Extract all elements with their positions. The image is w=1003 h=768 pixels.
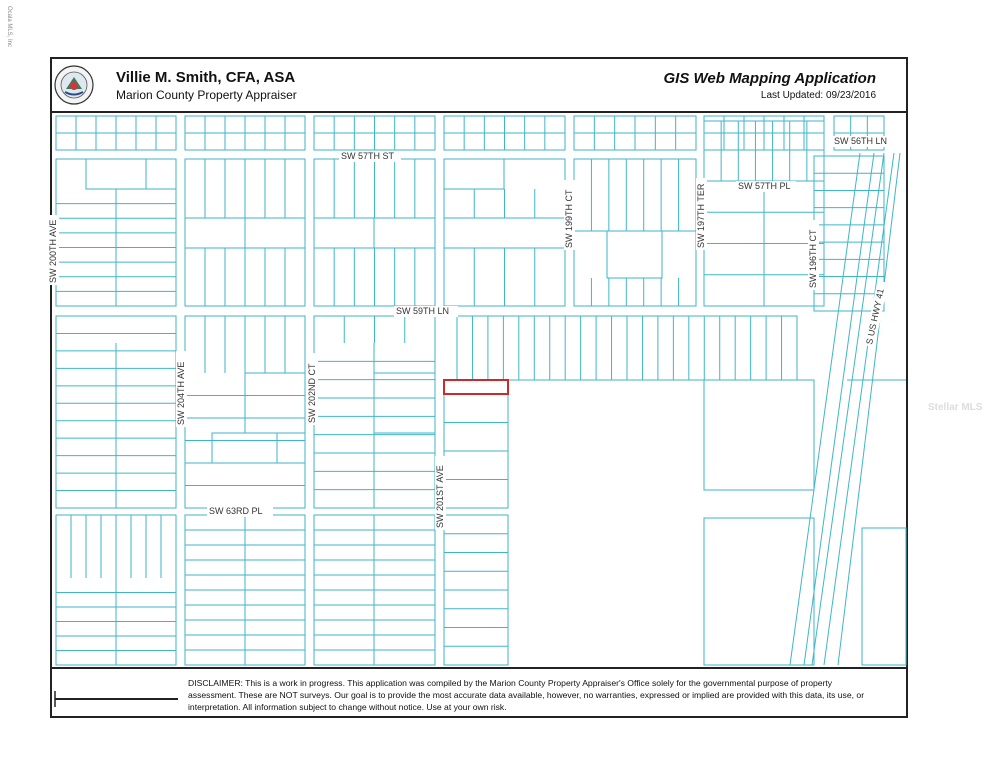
appraiser-seal-icon bbox=[54, 65, 94, 105]
street-label-sw204th-ave bbox=[176, 351, 187, 427]
svg-text:SW 197TH TER: SW 197TH TER bbox=[696, 183, 706, 248]
street-label-sw196th-ct bbox=[808, 220, 819, 290]
subject-parcel-highlight[interactable] bbox=[444, 380, 508, 394]
appraiser-name: Villie M. Smith, CFA, ASA bbox=[116, 69, 296, 86]
svg-text:SW 201ST AVE: SW 201ST AVE bbox=[435, 465, 445, 528]
last-updated: Last Updated: 09/23/2016 bbox=[760, 90, 876, 101]
street-label-sw56th-ln bbox=[832, 136, 894, 147]
margin-note: Ocala MLS, Inc bbox=[6, 6, 12, 48]
app-title: GIS Web Mapping Application bbox=[663, 70, 876, 87]
svg-text:SW 56TH LN: SW 56TH LN bbox=[834, 136, 888, 146]
svg-text:SW 204TH AVE: SW 204TH AVE bbox=[176, 361, 186, 425]
street-label-sw199th-ct bbox=[564, 180, 575, 250]
street-label-sw57th-pl bbox=[736, 181, 796, 192]
svg-text:SW 63RD PL: SW 63RD PL bbox=[209, 506, 263, 516]
scale-bar-icon bbox=[54, 689, 178, 709]
disclaimer-text: DISCLAIMER: This is a work in progress. This application was compiled by the Marion County Property Appraiser's Office solely for the governmental purpose of property assessment. These are NOT surveys. Our goal is to provide the most accurate data available, however, no warranties, expressed or implied are provided with this data, its use, or interpretation. All information subject to change without notice. Use at your own risk. bbox=[188, 678, 865, 712]
disclaimer-panel bbox=[52, 667, 906, 718]
street-label-sw57th-st bbox=[339, 151, 401, 162]
svg-text:SW 57TH ST: SW 57TH ST bbox=[341, 151, 395, 161]
svg-text:SW 57TH PL: SW 57TH PL bbox=[738, 181, 791, 191]
office-name: Marion County Property Appraiser bbox=[116, 88, 297, 102]
street-label-sw59th-ln bbox=[394, 306, 458, 317]
street-label-us-hwy-41 bbox=[864, 281, 888, 348]
svg-text:SW 196TH CT: SW 196TH CT bbox=[808, 229, 818, 288]
parcel-map-canvas[interactable] bbox=[48, 113, 906, 665]
svg-text:SW 199TH CT: SW 199TH CT bbox=[564, 189, 574, 248]
svg-text:SW 200TH AVE: SW 200TH AVE bbox=[48, 219, 58, 283]
parcel-map[interactable] bbox=[48, 113, 906, 665]
street-label-sw201st-ave bbox=[435, 456, 446, 530]
watermark: Stellar MLS bbox=[928, 402, 983, 413]
svg-text:SW 59TH LN: SW 59TH LN bbox=[396, 306, 450, 316]
street-label-sw200th-ave bbox=[48, 215, 59, 285]
street-label-sw202nd-ct bbox=[307, 353, 318, 425]
svg-text:S US HWY 41: S US HWY 41 bbox=[864, 287, 886, 346]
header bbox=[52, 59, 906, 113]
svg-text:SW 202ND CT: SW 202ND CT bbox=[307, 363, 317, 423]
street-label-sw63rd-pl bbox=[207, 506, 273, 517]
street-label-sw197th-ter bbox=[696, 178, 707, 250]
